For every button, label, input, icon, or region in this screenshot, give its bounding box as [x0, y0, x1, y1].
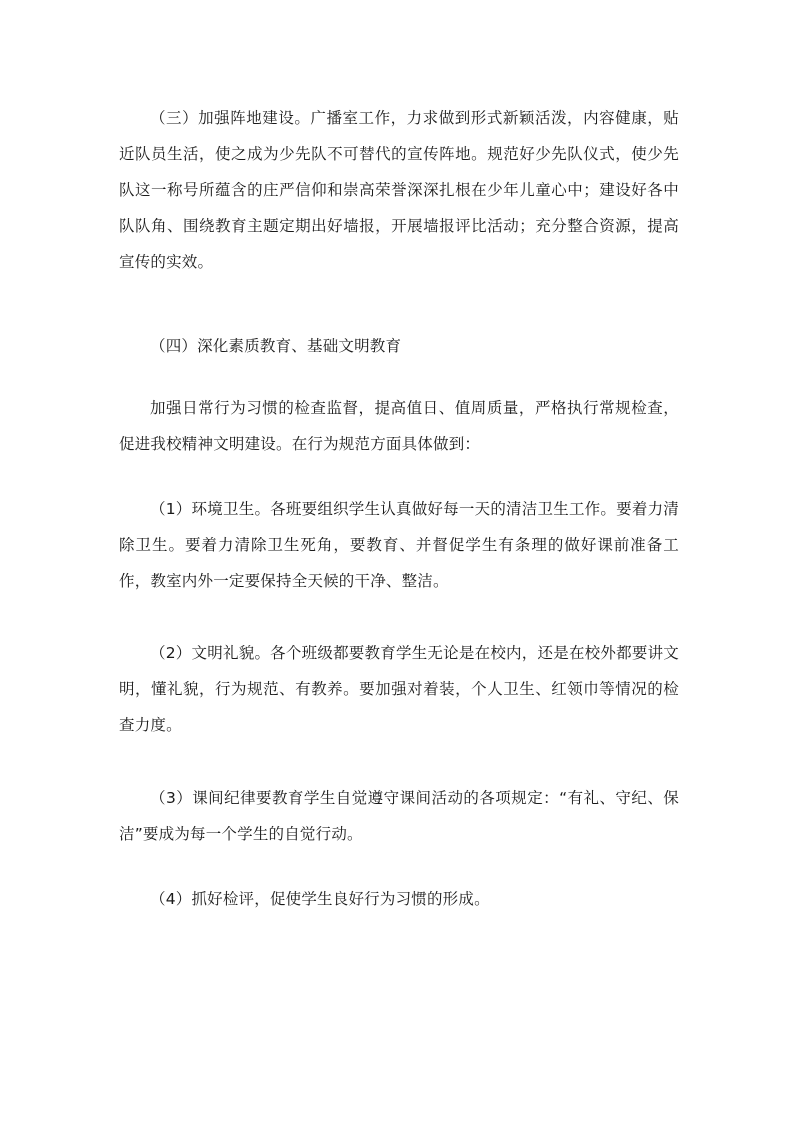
- paragraph-heading-quality-education: （四）深化素质教育、基础文明教育: [150, 337, 402, 355]
- paragraph-strengthen-positions: （三）加强阵地建设。广播室工作，力求做到形式新颖活泼，内容健康，贴近队员生活，使之成为少先队不可替代的宣传阵地。规范好少先队仪式，使少先队这一称号所蕴含的庄严信仰和崇高荣誉深深扎根在少年儿童心中；建设好各中队队角、围绕教育主题定期出好墙报，开展墙报评比活动；充分整合资源，提高宣传的实效。: [119, 109, 679, 271]
- paragraph-environment-hygiene: （1）环境卫生。各班要组织学生认真做好每一天的清洁卫生工作。要着力清除卫生。要着力清除卫生死角，要教育、并督促学生有条理的做好课前准备工作，教室内外一定要保持全天候的干净、整洁。: [119, 500, 679, 590]
- paragraph-recess-discipline: （3）课间纪律要教育学生自觉遵守课间活动的各项规定：“有礼、守纪、保洁”要成为每一个学生的自觉行动。: [119, 789, 679, 843]
- paragraph-inspection-evaluation: （4）抓好检评，促使学生良好行为习惯的形成。: [150, 890, 490, 908]
- paragraph-daily-habits: 加强日常行为习惯的检查监督，提高值日、值周质量，严格执行常规检查，促进我校精神文明建设。在行为规范方面具体做到：: [119, 399, 679, 453]
- paragraph-civility-courtesy: （2）文明礼貌。各个班级都要教育学生无论是在校内，还是在校外都要讲文明，懂礼貌，行为规范、有教养。要加强对着装，个人卫生、红领巾等情况的检查力度。: [119, 644, 679, 734]
